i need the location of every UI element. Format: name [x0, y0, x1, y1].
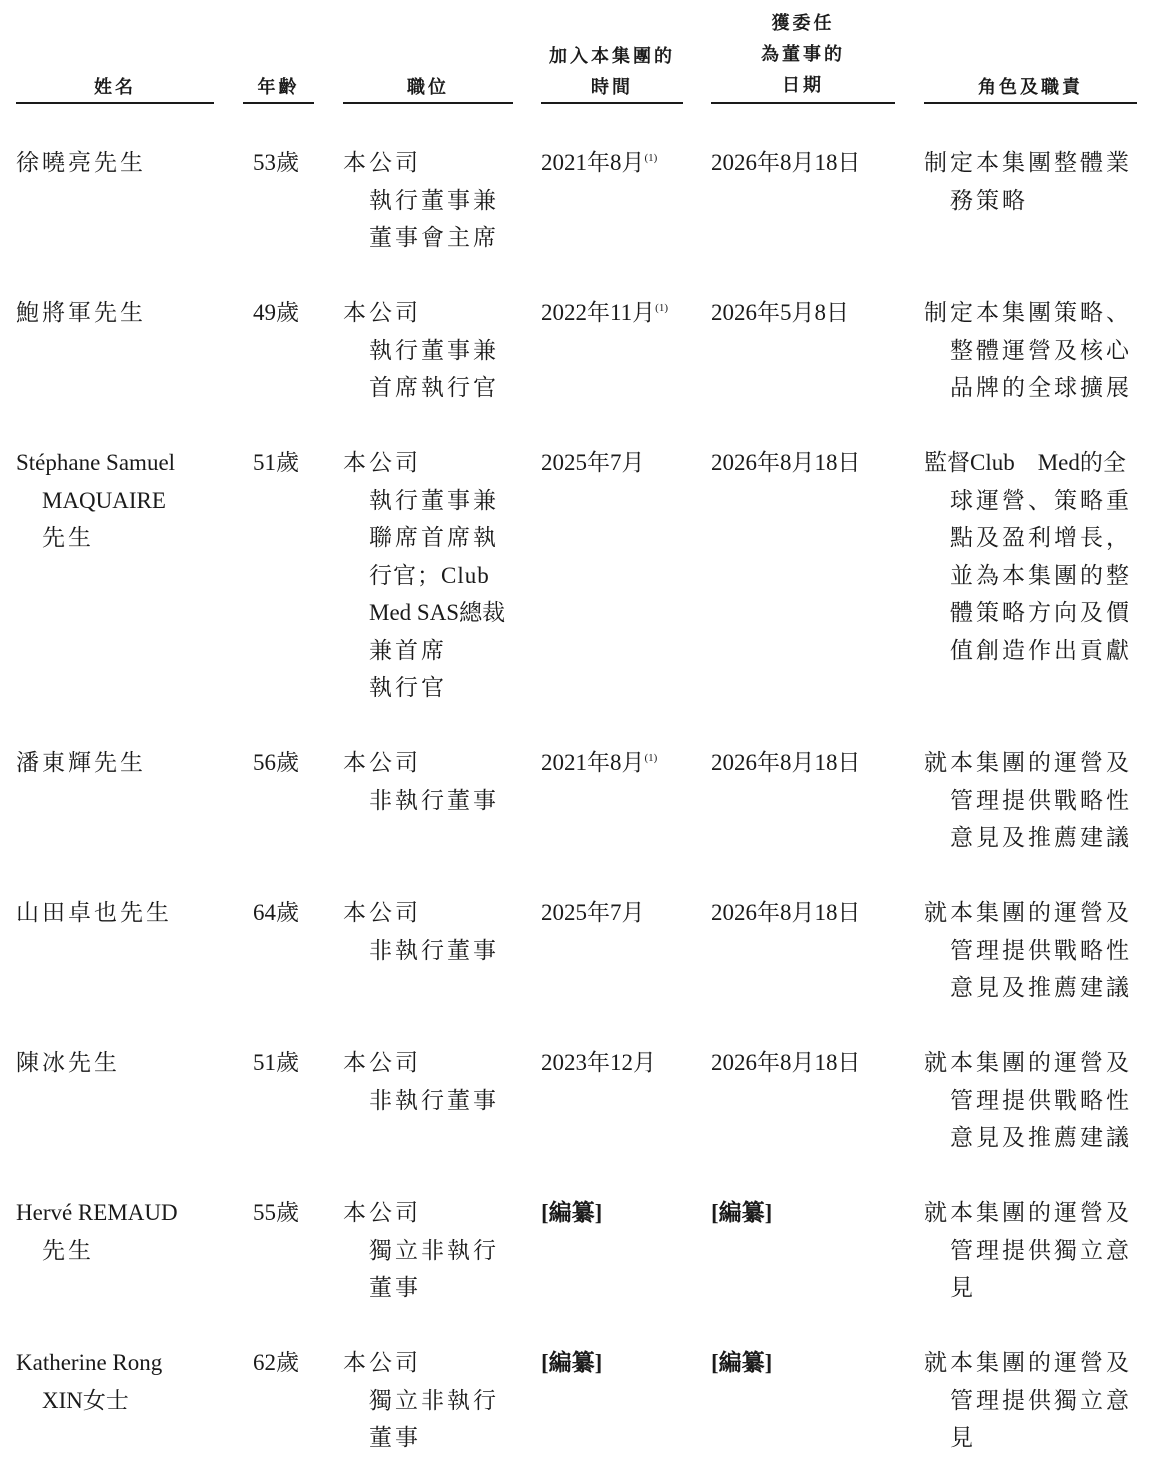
header-role: [924, 72, 1137, 103]
appointment-date-value: 2026年5月8日: [711, 300, 849, 325]
position-line: 執行董事兼: [369, 487, 499, 513]
header-appointment-date: [711, 8, 895, 101]
role-line: 並為本集團的整: [950, 562, 1132, 588]
director-name: [16, 444, 216, 557]
director-name: [16, 1044, 216, 1082]
role-line: 制定本集團整體業: [924, 150, 1132, 175]
footnote-marker: (1): [655, 302, 668, 314]
name-line: 山田卓也先生: [16, 900, 172, 925]
appointment-date-value: [編纂]: [711, 1350, 773, 1375]
appointment-date: [711, 294, 881, 332]
name-line: 潘東輝先生: [16, 750, 146, 775]
name-line: 先生: [42, 1237, 94, 1263]
age-value: 55歲: [253, 1200, 299, 1225]
position-line: 本公司: [343, 300, 421, 325]
header-rule: [711, 102, 895, 104]
role-line: 管理提供獨立意: [950, 1237, 1132, 1263]
header-rule: [243, 102, 314, 104]
director-position: [343, 1344, 518, 1457]
header-join-date-line: 時間: [591, 77, 633, 97]
appointment-date: [711, 1344, 881, 1382]
role-line: 就本集團的運營及: [924, 1350, 1132, 1375]
director-position: [343, 144, 518, 257]
position-line: 非執行董事: [369, 937, 499, 963]
role-line: 就本集團的運營及: [924, 750, 1132, 775]
appointment-date-value: 2026年8月18日: [711, 900, 861, 925]
role-line: 點及盈利增長，: [950, 525, 1132, 550]
director-name: [16, 294, 216, 332]
position-line: 董事會主席: [369, 225, 499, 250]
director-age: [253, 144, 313, 182]
header-appointment-date-line: 為董事的: [761, 44, 845, 64]
position-line: 執行官: [369, 675, 447, 700]
position-line: 首席執行官: [369, 375, 499, 400]
join-date: [541, 744, 691, 787]
name-line: 徐曉亮先生: [16, 150, 146, 175]
director-age: [253, 1194, 313, 1232]
header-name-line: 姓名: [94, 77, 136, 97]
position-line: 董事: [369, 1425, 421, 1450]
role-line: 管理提供戰略性: [950, 1087, 1132, 1113]
header-rule: [924, 102, 1137, 104]
header-position: [343, 72, 513, 103]
role-line: 見: [950, 1275, 976, 1300]
join-date: [541, 1194, 691, 1237]
join-date-value: 2021年8月: [541, 150, 645, 175]
header-rule: [541, 102, 683, 104]
position-line: 本公司: [343, 1050, 421, 1075]
name-line: Katherine Rong: [16, 1350, 163, 1375]
header-age: [243, 72, 314, 103]
position-line: 非執行董事: [369, 1087, 499, 1113]
appointment-date: [711, 1044, 881, 1082]
role-description: [924, 1194, 1144, 1307]
role-line: 意見及推薦建議: [950, 1125, 1132, 1150]
role-line: 制定本集團策略、: [924, 300, 1132, 325]
role-line: 管理提供戰略性: [950, 787, 1132, 813]
role-line: 務策略: [950, 187, 1028, 213]
role-line: 體策略方向及價: [950, 600, 1132, 625]
header-join-date-line: 加入本集團的: [549, 46, 675, 66]
role-line: 意見及推薦建議: [950, 825, 1132, 850]
position-line: 本公司: [343, 150, 421, 175]
position-line: 聯席首席執: [369, 525, 499, 550]
role-description: [924, 1344, 1144, 1457]
position-line: 執行董事兼: [369, 337, 499, 363]
age-value: 53歲: [253, 150, 299, 175]
role-line: 就本集團的運營及: [924, 1050, 1132, 1075]
age-value: 56歲: [253, 750, 299, 775]
age-value: 62歲: [253, 1350, 299, 1375]
role-line: 管理提供獨立意: [950, 1387, 1132, 1413]
join-date-value: 2021年8月: [541, 750, 645, 775]
age-value: 51歲: [253, 450, 299, 475]
appointment-date-value: 2026年8月18日: [711, 1050, 861, 1075]
position-line: 獨立非執行: [369, 1237, 499, 1263]
position-line: Med SAS總裁: [369, 600, 506, 625]
role-line: 就本集團的運營及: [924, 900, 1132, 925]
director-name: [16, 1194, 216, 1269]
join-date: [541, 294, 691, 337]
director-position: [343, 1194, 518, 1307]
role-description: [924, 1044, 1144, 1157]
role-line: 管理提供戰略性: [950, 937, 1132, 963]
age-value: 51歲: [253, 1050, 299, 1075]
director-age: [253, 894, 313, 932]
position-line: 本公司: [343, 750, 421, 775]
director-position: [343, 294, 518, 407]
join-date: [541, 144, 691, 187]
director-position: [343, 444, 518, 707]
name-line: XIN女士: [42, 1387, 129, 1413]
appointment-date-value: 2026年8月18日: [711, 150, 861, 175]
role-description: [924, 894, 1144, 1007]
name-line: 陳冰先生: [16, 1050, 120, 1075]
age-value: 49歲: [253, 300, 299, 325]
position-line: 董事: [369, 1275, 421, 1300]
appointment-date-value: [編纂]: [711, 1200, 773, 1225]
role-description: [924, 444, 1144, 669]
position-line: 執行董事兼: [369, 187, 499, 213]
header-join-date: [541, 41, 683, 103]
join-date: [541, 444, 691, 487]
appointment-date-value: 2026年8月18日: [711, 750, 861, 775]
director-position: [343, 894, 518, 969]
appointment-date: [711, 744, 881, 782]
director-age: [253, 294, 313, 332]
director-position: [343, 1044, 518, 1119]
appointment-date: [711, 1194, 881, 1232]
role-description: [924, 294, 1144, 407]
position-line: 兼首席: [369, 637, 447, 663]
position-line: 本公司: [343, 450, 421, 475]
position-line: 本公司: [343, 1350, 421, 1375]
director-age: [253, 1344, 313, 1382]
age-value: 64歲: [253, 900, 299, 925]
join-date-value: [編纂]: [541, 1350, 603, 1375]
role-line: 品牌的全球擴展: [950, 375, 1132, 400]
name-line: Stéphane Samuel: [16, 450, 176, 475]
appointment-date: [711, 144, 881, 182]
role-line: 整體運營及核心: [950, 337, 1132, 363]
footnote-marker: (1): [644, 752, 658, 764]
name-line: 鮑將軍先生: [16, 300, 146, 325]
header-appointment-date-line: 獲委任: [771, 13, 835, 33]
join-date: [541, 894, 691, 937]
position-line: 非執行董事: [369, 787, 499, 813]
position-line: 本公司: [343, 1200, 421, 1225]
appointment-date: [711, 444, 881, 482]
join-date-value: 2025年7月: [541, 450, 645, 475]
appointment-date-value: 2026年8月18日: [711, 450, 861, 475]
join-date: [541, 1344, 691, 1387]
role-line: 值創造作出貢獻: [950, 637, 1132, 663]
director-age: [253, 744, 313, 782]
header-name: [16, 72, 214, 103]
appointment-date: [711, 894, 881, 932]
name-line: Hervé REMAUD: [16, 1200, 178, 1225]
header-age-line: 年齡: [257, 77, 300, 97]
role-line: 監督Club Med的全: [924, 450, 1126, 475]
header-role-line: 角色及職責: [978, 77, 1083, 97]
role-line: 就本集團的運營及: [924, 1200, 1132, 1225]
header-rule: [16, 102, 214, 104]
director-age: [253, 1044, 313, 1082]
director-name: [16, 1344, 216, 1419]
join-date: [541, 1044, 691, 1087]
role-description: [924, 744, 1144, 857]
director-position: [343, 744, 518, 819]
header-rule: [343, 102, 513, 104]
join-date-value: 2022年11月: [541, 300, 656, 325]
name-line: 先生: [42, 525, 94, 550]
position-line: 本公司: [343, 900, 421, 925]
director-name: [16, 894, 216, 932]
director-age: [253, 444, 313, 482]
join-date-value: 2025年7月: [541, 900, 645, 925]
role-line: 球運營、策略重: [950, 487, 1132, 513]
role-description: [924, 144, 1144, 219]
header-position-line: 職位: [407, 77, 449, 97]
footnote-marker: (1): [644, 152, 658, 164]
name-line: MAQUAIRE: [42, 487, 166, 513]
header-appointment-date-line: 日期: [782, 75, 824, 95]
join-date-value: [編纂]: [541, 1200, 603, 1225]
position-line: 行官；Club: [369, 562, 490, 588]
director-name: [16, 744, 216, 782]
director-name: [16, 144, 216, 182]
join-date-value: 2023年12月: [541, 1050, 656, 1075]
position-line: 獨立非執行: [369, 1387, 499, 1413]
role-line: 意見及推薦建議: [950, 975, 1132, 1000]
role-line: 見: [950, 1425, 976, 1450]
